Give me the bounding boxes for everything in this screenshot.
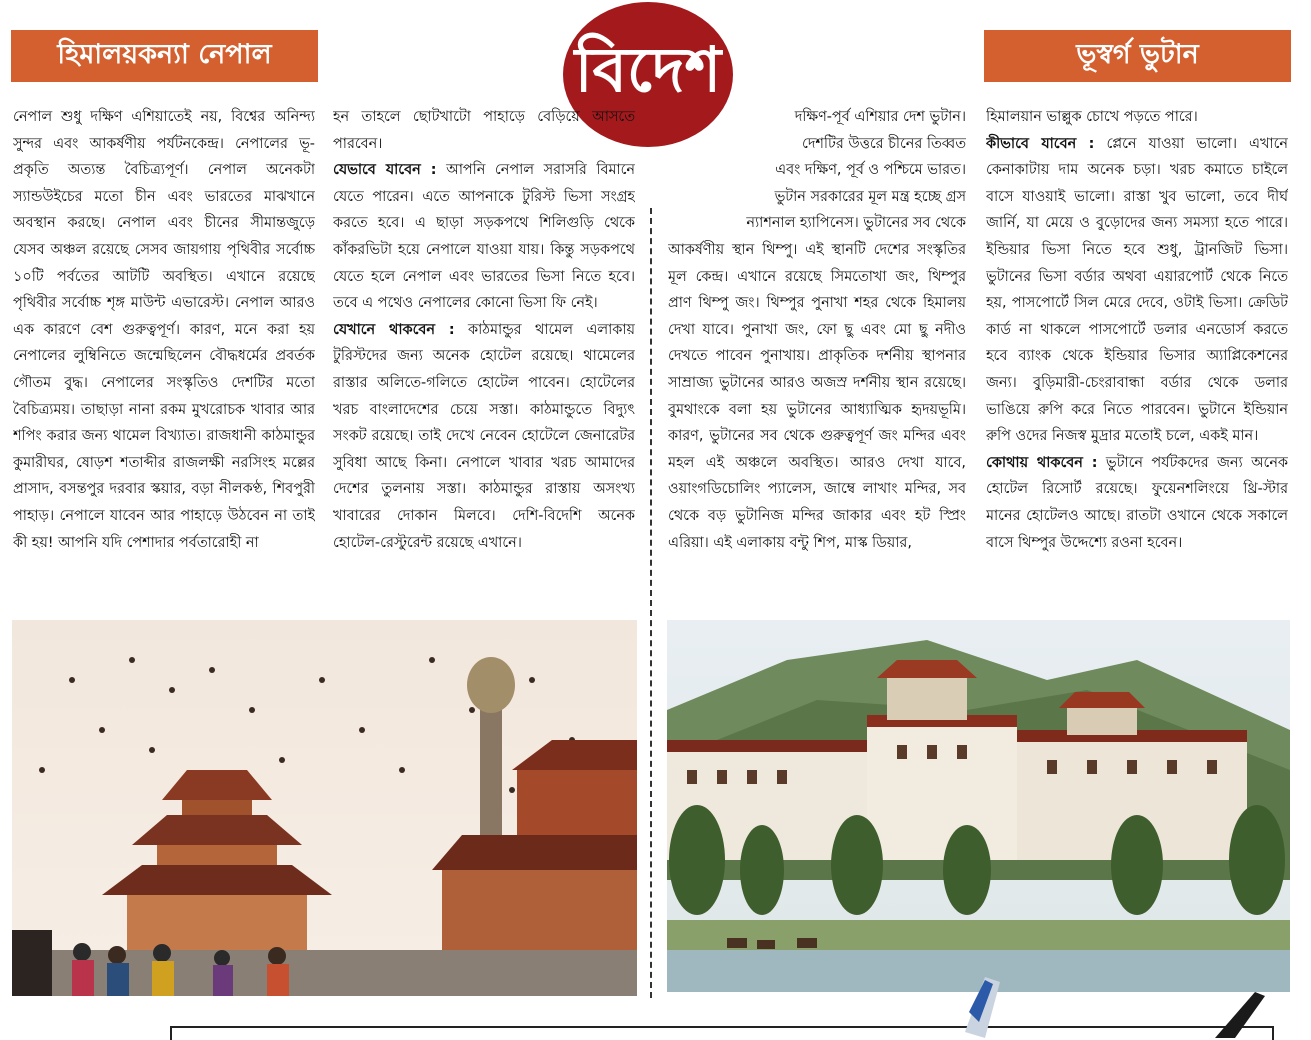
bhutan-intro-line: এবং দক্ষিণ, পূর্ব ও পশ্চিমে ভারত। — [775, 162, 966, 179]
nepal-photo-art — [12, 620, 637, 996]
bhutan-intro-line: দেশটির উত্তরে চীনের তিব্বত — [802, 135, 966, 152]
nepal-how-label: যেভাবে যাবেন : — [333, 162, 437, 179]
section-title: বিদেশ — [574, 33, 722, 106]
column-divider — [650, 208, 652, 998]
bhutan-column-3 — [668, 104, 966, 594]
nepal-column-2 — [333, 104, 635, 594]
bhutan-stay-text: ভুটানে পর্যটকদের জন্য অনেক হোটেল রিসোর্ট রয়েছে। ফুয়েনশলিংয়ে থ্রি-স্টার মানের হোটেলও আছে। রাতটা ওখানে থেকে সকালে বাসে থিম্পুর উদ্দেশ্যে রওনা হবেন। — [986, 454, 1288, 551]
bhutan-photo-art — [667, 620, 1290, 992]
bhutan-intro-block — [668, 104, 966, 237]
nepal-heading-banner — [11, 30, 318, 82]
nepal-body-text: নেপাল শুধু দক্ষিণ এশিয়াতেই নয়, বিশ্বের অনিন্দ্য সুন্দর এবং আকর্ষণীয় পর্যটনকেন্দ্র। নেপালের ভূ-প্রকৃতি অত্যন্ত বৈচিত্র্যপূর্ণ। নেপাল অনেকটা স্যান্ডউইচের মতো চীন এবং ভারতের মাঝখানে অবস্থান করছে। নেপাল এবং চীনের সীমান্তজুড়ে যেসব অঞ্চল রয়েছে সেসব জায়গায় পৃথিবীর সর্বোচ্চ ১০টি পর্বতের আটটি অবস্থিত। এখানে রয়েছে পৃথিবীর সর্বোচ্চ শৃঙ্গ মাউন্ট এভারেস্ট। নেপাল আরও এক কারণে বেশ গুরুত্বপূর্ণ। কারণ, মনে করা হয় নেপালের লুম্বিনিতে জন্মেছিলেন বৌদ্ধধর্মের প্রবর্তক গৌতম বুদ্ধ। নেপালের সংস্কৃতিও দেশটির মতো বৈচিত্র্যময়। তাছাড়া নানা রকম মুখরোচক খাবার আর শপিং করার জন্য থামেল বিখ্যাত। রাজধানী কাঠমান্ডুর কুমারীঘর, ষোড়শ শতাব্দীর রাজলক্ষী নরসিংহ মল্লের প্রাসাদ, বসন্তপুর দরবার স্কয়ার, বড়া নীলকণ্ঠ, শিবপুরী পাহাড়। নেপালে যাবেন আর পাহাড়ে উঠবেন না তাই কী হয়! আপনি যদি পেশাদার পর্বতারোহী না — [13, 109, 315, 551]
bhutan-stay-label: কোথায় থাকবেন : — [986, 454, 1098, 471]
nepal-stay-text: কাঠমান্ডুর থামেল এলাকায় টুরিস্টদের জন্য অনেক হোটেল রয়েছে। থামেলের রাস্তার অলিতে-গলিতে হোটেল পাবেন। হোটেলের খরচ বাংলাদেশের চেয়ে সস্তা। কাঠমান্ডুতে বিদ্যুৎ সংকট রয়েছে। তাই দেখে নেবেন হোটেলে জেনারেটর সুবিধা আছে কিনা। নেপালে খাবার খরচ আমাদের দেশের তুলনায় সস্তা। কাঠমান্ডুর রাস্তায় অসংখ্য খাবারের দোকান মিলবে। দেশি-বিদেশি অনেক হোটেল-রেস্টুরেন্ট রয়েছে এখানে। — [333, 321, 635, 551]
nepal-column-1 — [13, 104, 315, 594]
bhutan-photo — [667, 620, 1290, 992]
nepal-how-text: আপনি নেপাল সরাসরি বিমানে যেতে পারেন। এতে আপনাকে টুরিস্ট ভিসা সংগ্রহ করতে হবে। এ ছাড়া সড়কপথে শিলিগুড়ি থেকে কাঁকরভিটা হয়ে নেপালে যাওয়া যায়। কিন্তু সড়কপথে যেতে হলে নেপাল এবং ভারতের ভিসা নিতে হবে। তবে এ পথেও নেপালের কোনো ভিসা ফি নেই। — [333, 162, 635, 312]
nepal-heading: হিমালয়কন্যা নেপাল — [57, 38, 272, 70]
bhutan-intro-line: ভুটান সরকারের মূল মন্ত্র হচ্ছে গ্রস — [774, 188, 966, 205]
nepal-intro-text: হন তাহলে ছোটখাটো পাহাড়ে বেড়িয়ে আসতে পারবেন। — [333, 109, 635, 152]
bhutan-heading-banner — [984, 30, 1291, 82]
bhutan-intro-line: দক্ষিণ-পূর্ব এশিয়ার দেশ ভুটান। — [794, 109, 966, 125]
bhutan-body-text: আকর্ষণীয় স্থান থিম্পু। এই স্থানটি দেশের সংস্কৃতির মূল কেন্দ্র। এখানে রয়েছে সিমতোখা জং, থিম্পুর প্রাণ থিম্পু জং। থিম্পুর পুনাখা শহর থেকে হিমালয় দেখা যাবে। পুনাখা জং, ফো ছু এবং মো ছু নদীও দেখতে পাবেন পুনাখায়। প্রাকৃতিক দর্শনীয় স্থাপনার সাম্রাজ্য ভুটানের আরও অজস্র দর্শনীয় স্থান রয়েছে। বুমথাংকে বলা হয় ভুটানের আধ্যাত্মিক হৃদয়ভূমি। কারণ, ভুটানের সব থেকে গুরুত্বপূর্ণ জং মন্দির এবং মহল এই অঞ্চলে অবস্থিত। আরও দেখা যাবে, ওয়াংগডিচোলিং প্যালেস, জাম্বে লাখাং মন্দির, সব থেকে বড় ভুটানিজ মন্দির জাকার এবং হট স্প্রিং এরিয়া। এই এলাকায় বন্টু শিপ, মাস্ক ডিয়ার, — [668, 241, 966, 551]
nepal-how-paragraph — [333, 157, 635, 317]
nepal-stay-paragraph — [333, 317, 635, 556]
airplane-icon — [955, 972, 1275, 1038]
nepal-photo — [12, 620, 637, 996]
bhutan-heading: ভূস্বর্গ ভুটান — [1076, 38, 1199, 70]
bhutan-stay-paragraph — [986, 450, 1288, 556]
bhutan-how-text: প্লেনে যাওয়া ভালো। এখানে কেনাকাটায় দাম অনেক চড়া। খরচ কমাতে চাইলে বাসে যাওয়াই ভালো। রাস্তা খুব ভালো, তবে দীর্ঘ জার্নি, যা মেয়ে ও বুড়োদের জন্য সমস্যা হতে পারে। ইন্ডিয়ার ভিসা নিতে হবে শুধু, ট্রানজিট ভিসা। ভুটানের ভিসা বর্ডার অথবা এয়ারপোর্ট থেকে নিতে হয়, পাসপোর্টে সিল মেরে দেবে, ওটাই ভিসা। ক্রেডিট কার্ড না থাকলে পাসপোর্টে ডলার এনডোর্স করতে হবে ব্যাংক থেকে ইন্ডিয়ার ভিসার অ্যাপ্লিকেশনের জন্য। বুড়িমারী-চেংরাবান্ধা বর্ডার থেকে ডলার ভাঙিয়ে রুপি করে নিতে পারবেন। ভুটানে ইন্ডিয়ান রুপি ওদের নিজস্ব মুদ্রার মতোই চলে, একই মান। — [986, 135, 1288, 445]
nepal-stay-label: যেখানে থাকবেন : — [333, 321, 455, 338]
bhutan-intro-line: ন্যাশনাল হ্যাপিনেস। ভুটানের সব থেকে — [746, 215, 966, 232]
bhutan-col4-intro: হিমালয়ান ভাল্লুক চোখে পড়তে পারে। — [986, 109, 1198, 125]
bhutan-how-label: কীভাবে যাবেন : — [986, 135, 1095, 152]
bhutan-column-4 — [986, 104, 1288, 594]
bhutan-how-paragraph — [986, 131, 1288, 450]
